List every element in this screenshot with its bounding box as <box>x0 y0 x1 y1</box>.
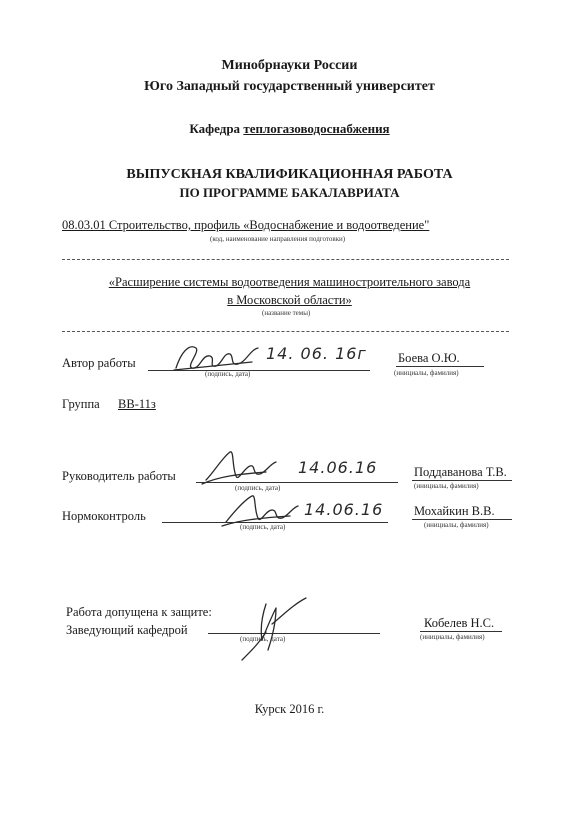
supervisor-name: Поддаванова Т.В. <box>414 465 507 479</box>
head-of-department-name: Кобелев Н.С. <box>424 616 495 630</box>
department-line <box>0 121 579 137</box>
department-name: теплогазоводоснабжения <box>243 121 390 136</box>
author-label: Автор работы <box>62 356 136 370</box>
topic-line2: в Московской области» <box>227 293 352 307</box>
normcontrol-name-line <box>412 519 512 520</box>
topic-caption: (название темы) <box>262 309 311 317</box>
blank-line <box>62 331 509 332</box>
admission-name-caption: (инициалы, фамилия) <box>420 633 485 641</box>
department-label: Кафедра <box>189 121 241 136</box>
normcontrol-date: 14.06.16 <box>304 500 384 519</box>
supervisor-name-caption: (инициалы, фамилия) <box>414 482 479 490</box>
supervisor-name-line <box>412 480 512 481</box>
supervisor-label: Руководитель работы <box>62 469 176 483</box>
normcontrol-label: Нормоконтроль <box>62 509 146 523</box>
supervisor-date: 14.06.16 <box>298 458 378 477</box>
author-name-caption: (инициалы, фамилия) <box>394 369 459 377</box>
direction-caption: (код, наименование направления подготовки) <box>210 235 346 243</box>
blank-line <box>62 259 509 260</box>
work-title-line2: ПО ПРОГРАММЕ БАКАЛАВРИАТА <box>179 185 400 200</box>
normcontrol-sign-caption: (подпись, дата) <box>240 523 286 531</box>
head-of-department-name-line <box>420 631 502 632</box>
group-value: ВВ-11з <box>118 397 156 411</box>
normcontrol-name: Мохайкин В.В. <box>414 504 495 518</box>
admission-sign-caption: (подпись, дата) <box>240 635 286 643</box>
head-of-department-label: Заведующий кафедрой <box>66 623 188 637</box>
work-title-line1: ВЫПУСКНАЯ КВАЛИФИКАЦИОННАЯ РАБОТА <box>126 167 453 182</box>
author-sign-caption: (подпись, дата) <box>205 370 251 378</box>
admission-label: Работа допущена к защите: <box>66 605 212 619</box>
head-of-department-signature <box>232 594 312 670</box>
author-name-line <box>396 366 484 367</box>
university-name: Юго Западный государственный университет <box>144 79 435 94</box>
city-year: Курск 2016 г. <box>254 702 325 716</box>
ministry-name: Минобрнауки России <box>221 58 358 73</box>
topic-line1: «Расширение системы водоотведения машиностроительного завода <box>108 275 471 289</box>
direction-of-study: 08.03.01 Строительство, профиль «Водоснабжение и водоотведение" <box>62 218 430 232</box>
normcontrol-name-caption: (инициалы, фамилия) <box>424 521 489 529</box>
author-name: Боева О.Ю. <box>398 351 460 365</box>
group-label: Группа <box>62 397 100 411</box>
supervisor-sign-caption: (подпись, дата) <box>235 484 281 492</box>
author-date: 14. 06. 16г <box>266 344 367 363</box>
